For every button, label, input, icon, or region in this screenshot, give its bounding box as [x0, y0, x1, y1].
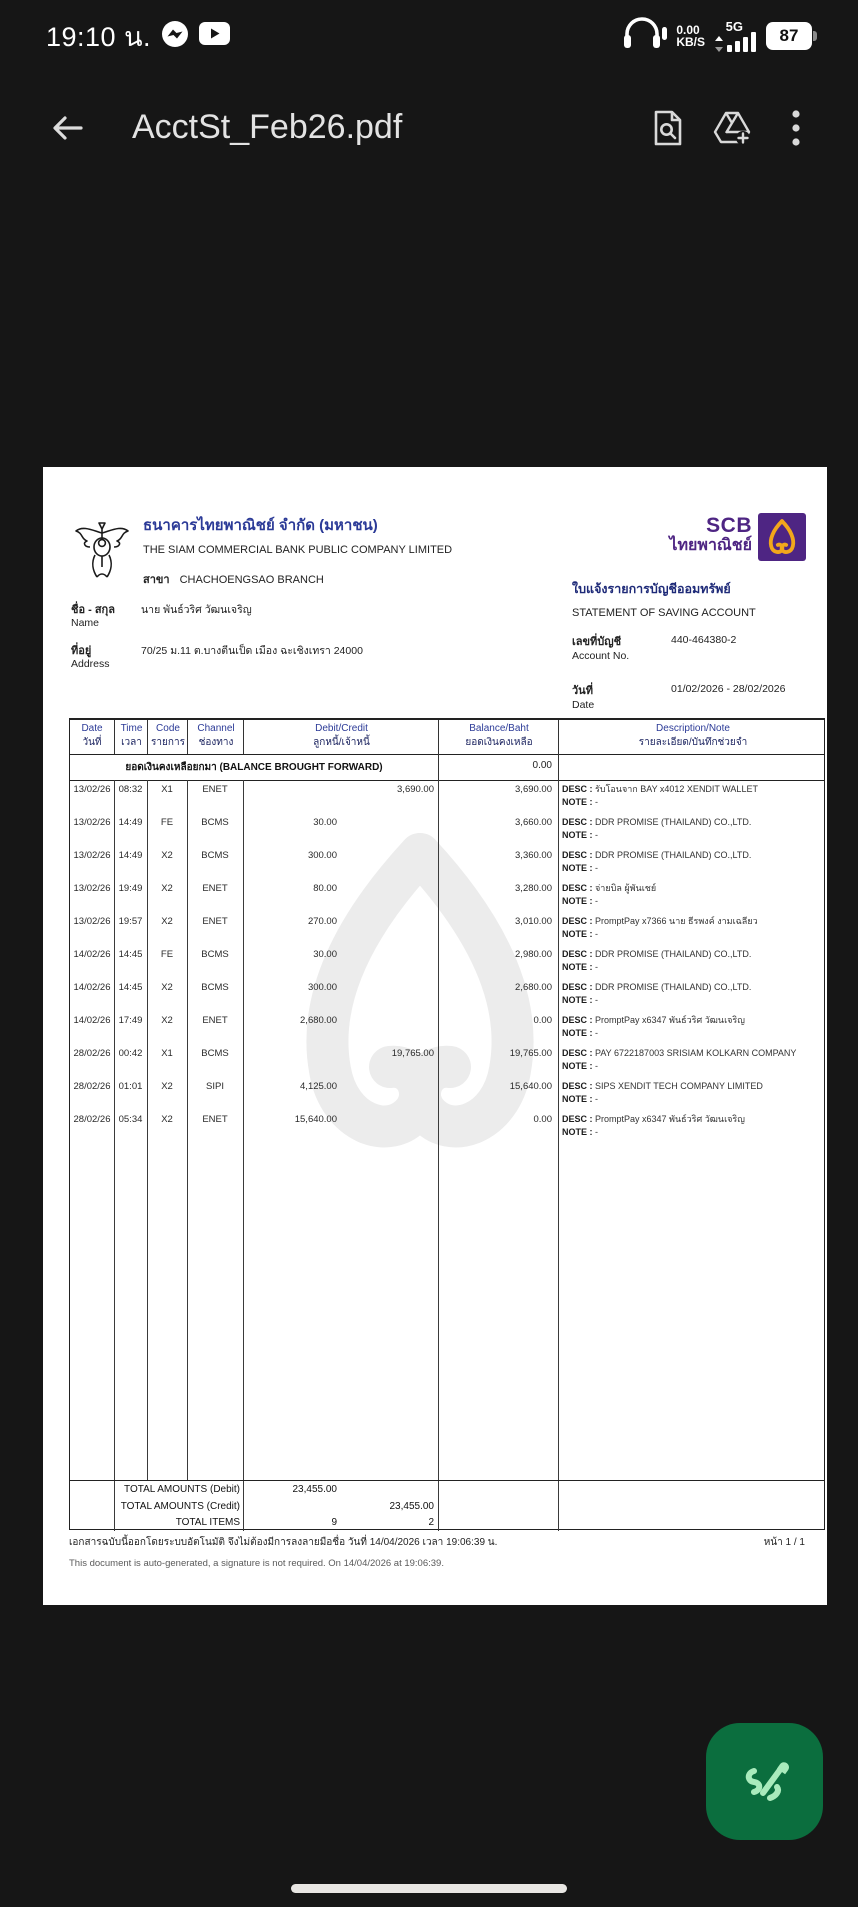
cell-channel: ENET — [202, 1114, 228, 1125]
cell-time: 00:42 — [118, 1048, 143, 1059]
signal-bars-icon — [727, 32, 757, 52]
table-body — [70, 780, 824, 1480]
cell-code: X1 — [161, 1048, 173, 1059]
cell-description: DESC : จ่ายบิล ผู้พันเชย์ NOTE : - — [562, 883, 657, 906]
cell-date: 28/02/26 — [73, 1048, 111, 1059]
table-row — [70, 813, 824, 846]
overflow-menu-button[interactable] — [768, 100, 824, 156]
name-label-thai: ชื่อ - สกุล — [71, 604, 115, 616]
cell-date: 13/02/26 — [73, 784, 111, 795]
cell-date: 14/02/26 — [73, 982, 111, 993]
cell-description: DESC : PAY 6722187003 SRISIAM KOLKARN COMPANY NOTE : - — [562, 1048, 797, 1071]
brought-forward-row — [70, 754, 824, 781]
cell-balance: 0.00 — [533, 1114, 552, 1125]
brought-forward-balance: 0.00 — [532, 760, 552, 771]
column-header: Debit/Credit ลูกหนี้/เจ้าหนี้ — [243, 720, 439, 754]
cell-channel: ENET — [202, 784, 228, 795]
cell-description: DESC : PromptPay x6347 พันธ์วริศ วัฒนเจริญ NOTE : - — [562, 1114, 745, 1137]
cell-debit: 30.00 — [313, 949, 337, 960]
cell-debit: 300.00 — [307, 850, 337, 861]
cell-date: 13/02/26 — [73, 817, 111, 828]
table-row — [70, 846, 824, 879]
cell-time: 05:34 — [118, 1114, 143, 1125]
cell-credit: 19,765.00 — [391, 1048, 434, 1059]
cell-channel: ENET — [202, 916, 228, 927]
column-header: Balance/Baht ยอดเงินคงเหลือ — [438, 720, 559, 754]
gesture-bar[interactable] — [291, 1884, 567, 1893]
cell-debit: 4,125.00 — [300, 1081, 337, 1092]
cell-balance: 3,280.00 — [515, 883, 552, 894]
cell-description: DESC : DDR PROMISE (THAILAND) CO.,LTD. NOTE : - — [562, 817, 752, 840]
youtube-icon — [199, 22, 230, 50]
customer-address: 70/25 ม.11 ต.บางตีนเป็ด เมือง ฉะเชิงเทรา 24000 — [141, 645, 363, 657]
cell-time: 19:57 — [118, 916, 143, 927]
cell-date: 28/02/26 — [73, 1114, 111, 1125]
cell-time: 14:45 — [118, 949, 143, 960]
column-header: Channel ช่องทาง — [187, 720, 244, 754]
brought-forward-label: ยอดเงินคงเหลือยกมา (BALANCE BROUGHT FORWARD) — [125, 762, 383, 773]
stylus-pen-icon — [736, 1753, 794, 1811]
cell-date: 13/02/26 — [73, 916, 111, 927]
data-arrows-icon — [714, 36, 724, 52]
cell-balance: 3,690.00 — [515, 784, 552, 795]
cell-channel: BCMS — [201, 1048, 229, 1059]
branch-name: CHACHOENGSAO BRANCH — [179, 574, 324, 586]
total-debit-value: 23,455.00 — [292, 1484, 337, 1495]
total-items-debit: 9 — [331, 1517, 337, 1528]
column-header: Code รายการ — [147, 720, 188, 754]
cell-channel: ENET — [202, 1015, 228, 1026]
address-label-thai: ที่อยู่ — [71, 645, 92, 657]
cell-channel: SIPI — [206, 1081, 224, 1092]
total-items-credit: 2 — [428, 1517, 434, 1528]
column-header: Time เวลา — [114, 720, 148, 754]
network-speed: 0.00 KB/S — [676, 23, 705, 49]
total-items-label: TOTAL ITEMS — [175, 1517, 240, 1528]
cell-channel: BCMS — [201, 817, 229, 828]
column-header: Date วันที่ — [81, 723, 103, 748]
cell-date: 13/02/26 — [73, 850, 111, 861]
headphones-icon — [623, 17, 667, 56]
cell-time: 17:49 — [118, 1015, 143, 1026]
battery-indicator: 87 — [766, 22, 812, 50]
name-label-english: Name — [71, 617, 100, 629]
status-time: 19:10 น. — [46, 21, 152, 52]
cell-debit: 300.00 — [307, 982, 337, 993]
messenger-icon — [161, 20, 189, 53]
annotate-fab[interactable] — [706, 1723, 823, 1840]
page-number: หน้า 1 / 1 — [763, 1537, 805, 1548]
cell-description: DESC : PromptPay x7366 นาย ธีรพงค์ งามเฉลียว NOTE : - — [562, 916, 758, 939]
branch-line — [143, 570, 324, 588]
cell-channel: BCMS — [201, 982, 229, 993]
cell-time: 19:49 — [118, 883, 143, 894]
cell-description: DESC : DDR PROMISE (THAILAND) CO.,LTD. NOTE : - — [562, 850, 752, 873]
table-row — [70, 879, 824, 912]
table-row — [70, 1077, 824, 1110]
network-type-label: 5G — [725, 18, 743, 34]
cell-debit: 15,640.00 — [294, 1114, 337, 1125]
table-row — [70, 912, 824, 945]
cell-balance: 3,360.00 — [515, 850, 552, 861]
cell-code: FE — [160, 949, 174, 960]
total-credit-value: 23,455.00 — [389, 1501, 434, 1512]
cell-debit: 270.00 — [307, 916, 337, 927]
cell-channel: BCMS — [201, 850, 229, 861]
account-label-thai: เลขที่บัญชี — [572, 636, 622, 648]
statement-title-thai: ใบแจ้งรายการบัญชีออมทรัพย์ — [572, 582, 731, 596]
table-row — [70, 1110, 824, 1143]
table-row — [70, 1044, 824, 1077]
cell-date: 28/02/26 — [73, 1081, 111, 1092]
date-label-english: Date — [572, 699, 595, 711]
cell-balance: 0.00 — [533, 1015, 552, 1026]
totals-section — [70, 1480, 824, 1531]
cell-debit: 30.00 — [313, 817, 337, 828]
cell-description: DESC : DDR PROMISE (THAILAND) CO.,LTD. NOTE : - — [562, 949, 752, 972]
cell-channel: BCMS — [201, 949, 229, 960]
cell-code: X2 — [161, 1015, 173, 1026]
app-bar — [0, 80, 858, 175]
cell-time: 14:49 — [118, 850, 143, 861]
bank-name-thai: ธนาคารไทยพาณิชย์ จำกัด (มหาชน) — [143, 517, 378, 534]
branch-label: สาขา — [143, 574, 170, 586]
cell-code: FE — [160, 817, 174, 828]
table-row — [70, 780, 824, 813]
customer-name: นาย พันธ์วริศ วัฒนเจริญ — [141, 604, 252, 616]
status-bar — [0, 0, 858, 72]
cell-balance: 15,640.00 — [509, 1081, 552, 1092]
cell-code: X2 — [161, 916, 173, 927]
cell-code: X2 — [161, 1114, 173, 1125]
cell-description: DESC : PromptPay x6347 พันธ์วริศ วัฒนเจริญ NOTE : - — [562, 1015, 745, 1038]
transactions-table — [69, 718, 825, 1530]
table-header-row — [70, 720, 824, 755]
cell-code: X1 — [161, 784, 173, 795]
cell-balance: 3,010.00 — [515, 916, 552, 927]
cell-balance: 19,765.00 — [509, 1048, 552, 1059]
account-number: 440-464380-2 — [671, 634, 737, 646]
cell-code: X2 — [161, 1081, 173, 1092]
signal-indicator — [714, 18, 757, 52]
address-label-english: Address — [71, 658, 110, 670]
cell-time: 14:45 — [118, 982, 143, 993]
total-debit-label: TOTAL AMOUNTS (Debit) — [124, 1484, 240, 1495]
footer-english: This document is auto-generated, a signature is not required. On 14/04/2026 at 19:06:39. — [69, 1558, 444, 1569]
table-row — [70, 978, 824, 1011]
cell-code: X2 — [161, 982, 173, 993]
cell-balance: 2,980.00 — [515, 949, 552, 960]
bank-name-english: THE SIAM COMMERCIAL BANK PUBLIC COMPANY LIMITED — [143, 544, 453, 556]
total-credit-label: TOTAL AMOUNTS (Credit) — [120, 1501, 240, 1512]
column-header: Description/Note รายละเอียด/บันทึกช่วยจำ — [558, 720, 827, 754]
footer-thai: เอกสารฉบับนี้ออกโดยระบบอัตโนมัติ จึงไม่ต้องมีการลงลายมือชื่อ วันที่ 14/04/2026 เวลา 19:06:39 น. — [69, 1537, 498, 1548]
garuda-emblem — [73, 519, 131, 581]
cell-date: 13/02/26 — [73, 883, 111, 894]
cell-description: DESC : SIPS XENDIT TECH COMPANY LIMITED NOTE : - — [562, 1081, 763, 1104]
scb-logo-text: SCB ไทยพาณิชย์ — [669, 514, 752, 554]
cell-debit: 2,680.00 — [300, 1015, 337, 1026]
scb-logo-icon — [758, 513, 806, 561]
cell-time: 08:32 — [118, 784, 143, 795]
date-label-thai: วันที่ — [572, 685, 593, 697]
table-row — [70, 1011, 824, 1044]
pdf-page[interactable] — [43, 467, 827, 1605]
find-in-document-button[interactable] — [640, 100, 696, 156]
cell-balance: 2,680.00 — [515, 982, 552, 993]
cell-time: 14:49 — [118, 817, 143, 828]
cell-time: 01:01 — [118, 1081, 143, 1092]
cell-balance: 3,660.00 — [515, 817, 552, 828]
account-label-english: Account No. — [572, 650, 630, 662]
cell-date: 14/02/26 — [73, 1015, 111, 1026]
cell-credit: 3,690.00 — [397, 784, 434, 795]
cell-channel: ENET — [202, 883, 228, 894]
add-to-drive-button[interactable] — [704, 100, 760, 156]
cell-description: DESC : DDR PROMISE (THAILAND) CO.,LTD. NOTE : - — [562, 982, 752, 1005]
back-button[interactable] — [40, 100, 96, 156]
statement-period: 01/02/2026 - 28/02/2026 — [671, 683, 786, 695]
cell-date: 14/02/26 — [73, 949, 111, 960]
document-title: AcctSt_Feb26.pdf — [132, 108, 403, 146]
cell-code: X2 — [161, 850, 173, 861]
table-row — [70, 945, 824, 978]
cell-code: X2 — [161, 883, 173, 894]
cell-description: DESC : รับโอนจาก BAY x4012 XENDIT WALLET NOTE : - — [562, 784, 758, 807]
cell-debit: 80.00 — [313, 883, 337, 894]
statement-title-english: STATEMENT OF SAVING ACCOUNT — [572, 607, 756, 619]
